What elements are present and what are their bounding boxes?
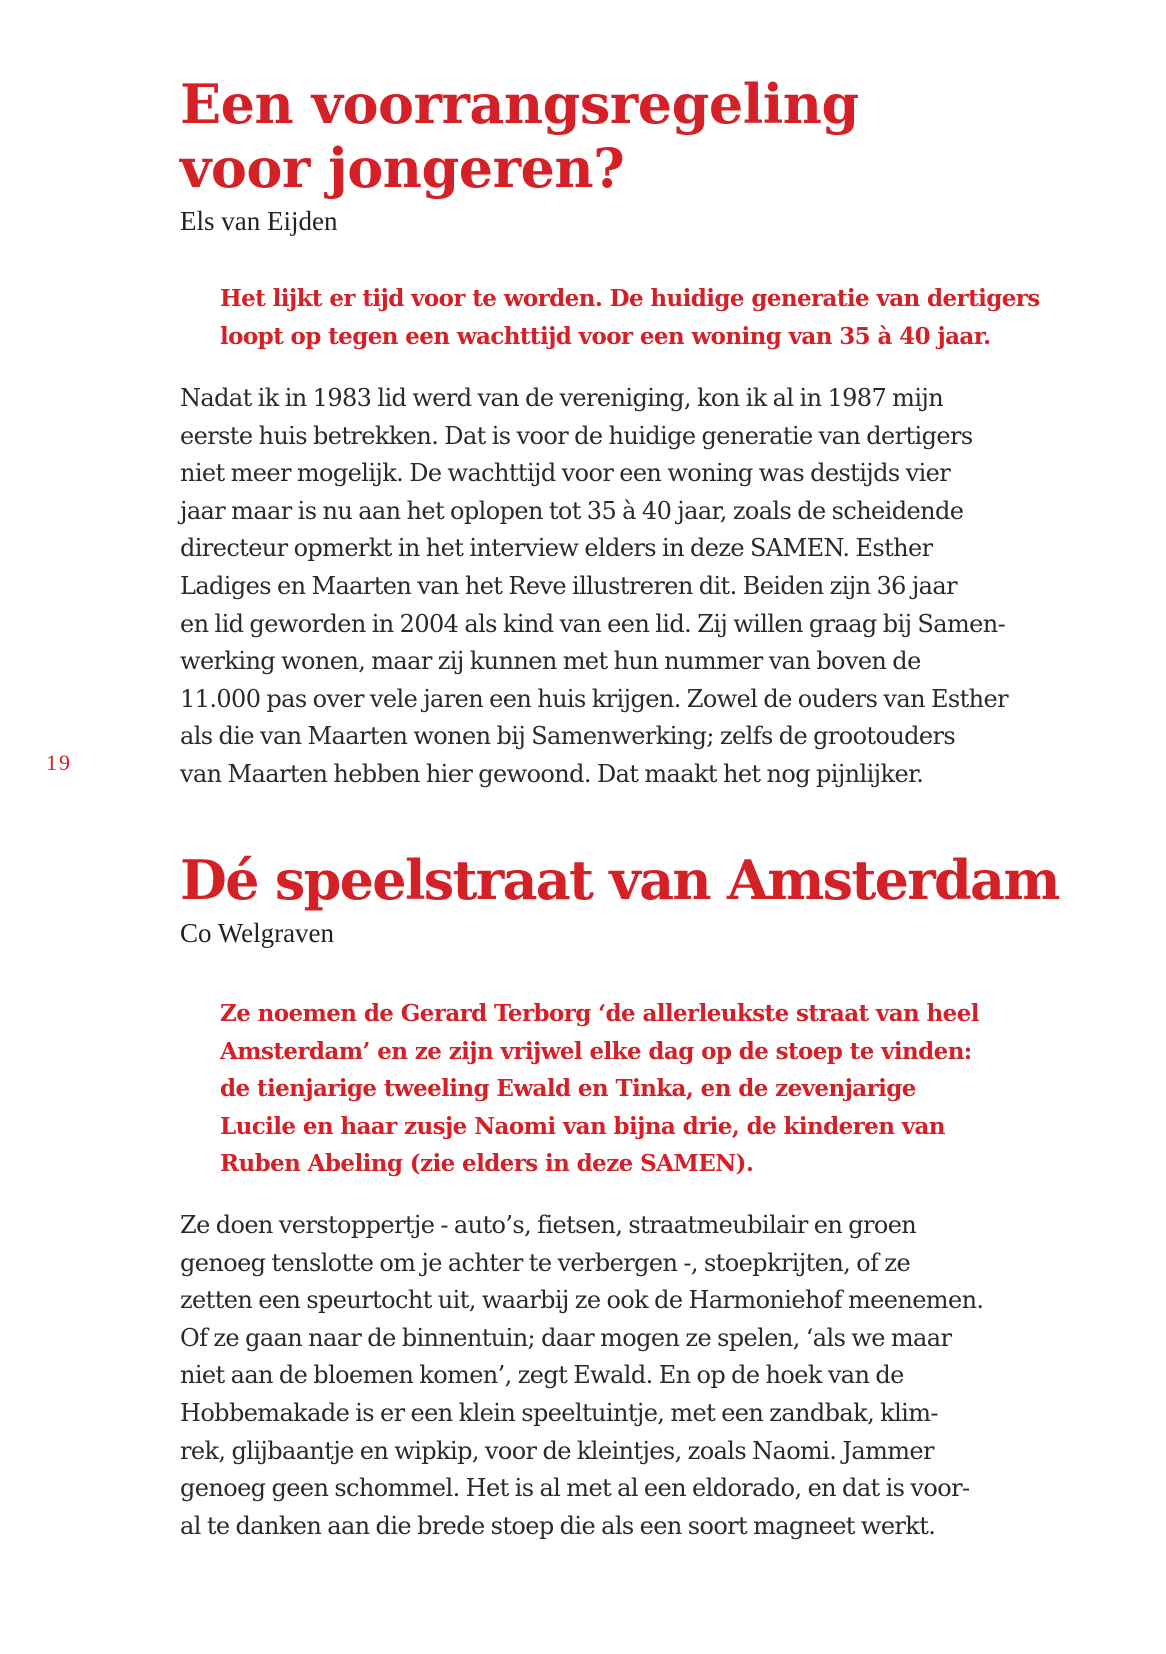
article-speelstraat [180, 848, 1060, 950]
article-author: Co Welgraven [180, 918, 335, 948]
body-line: 11.000 pas over vele jaren een huis krijgen. Zowel de ouders van Esther [180, 684, 1008, 713]
title-line: voor jongeren? [180, 136, 625, 200]
article-title [180, 848, 1060, 912]
body-line: Ladiges en Maarten van het Reve illustreren dit. Beiden zijn 36 jaar [180, 571, 957, 600]
body-line: al te danken aan die brede stoep die als een soort magneet werkt. [180, 1511, 936, 1540]
body-line: Nadat ik in 1983 lid werd van de vereniging, kon ik al in 1987 mijn [180, 384, 944, 412]
body-line: directeur opmerkt in het interview elders in deze SAMEN. Esther [180, 534, 933, 563]
lead-line: Lucile en haar zusje Naomi van bijna drie, de kinderen van [220, 1112, 945, 1140]
body-line: niet meer mogelijk. De wachttijd voor een woning was destijds vier [180, 459, 951, 488]
article-author: Els van Eijden [180, 206, 338, 236]
article-lead [180, 995, 1060, 1183]
article-body [180, 1207, 1060, 1545]
title-line: Een voorrangsregeling [180, 72, 859, 136]
body-line: Ze doen verstoppertje - auto’s, fietsen, straatmeubilair en groen [180, 1211, 917, 1239]
body-line: eerste huis betrekken. Dat is voor de huidige generatie van dertigers [180, 421, 973, 450]
lead-line: Amsterdam’ en ze zijn vrijwel elke dag op de stoep te vinden: [220, 1037, 972, 1065]
lead-line: loopt op tegen een wachttijd voor een woning van 35 à 40 jaar. [220, 322, 991, 350]
page-number: 19 [46, 750, 72, 775]
article-lead [180, 280, 1060, 355]
article-voorrangsregeling [180, 72, 1060, 238]
body-line: werking wonen, maar zij kunnen met hun nummer van boven de [180, 647, 921, 676]
lead-line: Ze noemen de Gerard Terborg ‘de allerleukste straat van heel [220, 1000, 979, 1027]
article-body [180, 380, 1060, 794]
article-title [180, 72, 1060, 200]
body-line: niet aan de bloemen komen’, zegt Ewald. En op de hoek van de [180, 1361, 904, 1390]
body-line: Of ze gaan naar de binnentuin; daar mogen ze spelen, ‘als we maar [180, 1323, 952, 1352]
body-line: zetten een speurtocht uit, waarbij ze ook de Harmoniehof meenemen. [180, 1286, 984, 1315]
body-line: jaar maar is nu aan het oplopen tot 35 à 40 jaar, zoals de scheidende [180, 496, 964, 525]
body-line: genoeg tenslotte om je achter te verbergen -, stoepkrijten, of ze [180, 1248, 911, 1277]
lead-line: Ruben Abeling (zie elders in deze SAMEN). [220, 1150, 754, 1177]
body-line: van Maarten hebben hier gewoond. Dat maakt het nog pijnlijker. [180, 759, 924, 788]
body-line: Hobbemakade is er een klein speeltuintje, met een zandbak, klim- [180, 1398, 938, 1427]
body-line: genoeg geen schommel. Het is al met al een eldorado, en dat is voor- [180, 1474, 970, 1503]
title-line: Dé speelstraat van Amsterdam [180, 848, 1059, 912]
lead-line: Het lijkt er tijd voor te worden. De huidige generatie van dertigers [220, 285, 1040, 312]
body-line: als die van Maarten wonen bij Samenwerking; zelfs de grootouders [180, 722, 956, 751]
body-line: en lid geworden in 2004 als kind van een lid. Zij willen graag bij Samen- [180, 609, 1006, 638]
body-line: rek, glijbaantje en wipkip, voor de kleintjes, zoals Naomi. Jammer [180, 1436, 934, 1465]
lead-line: de tienjarige tweeling Ewald en Tinka, en de zevenjarige [220, 1075, 916, 1102]
